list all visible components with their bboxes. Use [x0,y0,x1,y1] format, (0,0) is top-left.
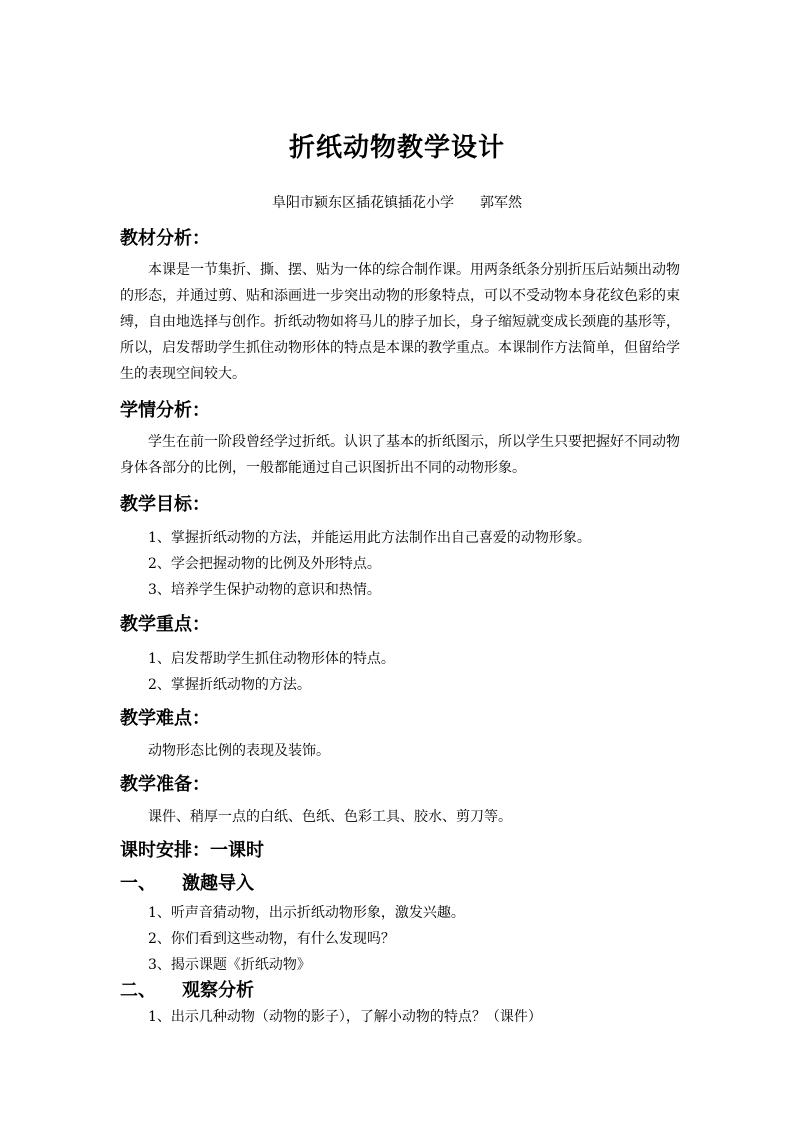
page-title: 折纸动物教学设计 [288,133,505,163]
preparation-text: 课件、稍厚一点的白纸、色纸、色彩工具、胶水、剪刀等。 [148,809,512,825]
author-line [0,192,794,212]
list-item: 1、出示几种动物（动物的影子），了解小动物的特点？（课件） [148,1009,542,1025]
schedule-heading: 课时安排：一课时 [120,840,264,861]
list-item: 2、你们看到这些动物，有什么发现吗？ [148,931,395,947]
students-paragraph [120,429,680,481]
section-2-title: 观察分析 [182,980,254,1001]
difficulty-text: 动物形态比例的表现及装饰。 [148,743,330,759]
materials-heading: 教材分析： [120,228,210,249]
list-item: 3、揭示课题《折纸动物》 [148,957,311,973]
section-1-heading [120,869,254,895]
section-2-heading [120,976,254,1002]
preparation-heading: 教学准备： [120,774,210,795]
list-item: 1、掌握折纸动物的方法，并能运用此方法制作出自己喜爱的动物形象。 [148,530,591,546]
list-item: 1、启发帮助学生抓住动物形体的特点。 [148,651,395,667]
difficulty-heading: 教学难点： [120,708,210,729]
list-item: 2、学会把握动物的比例及外形特点。 [148,556,381,572]
section-1-title: 激趣导入 [182,873,254,894]
list-item: 2、掌握折纸动物的方法。 [148,677,311,693]
author-name: 郭军然 [480,195,522,211]
students-text: 学生在前一阶段曾经学过折纸。认识了基本的折纸图示，所以学生只要把握好不同动物身体各部分的比例，一般都能通过自己识图折出不同的动物形象。 [120,434,680,476]
key-points-heading: 教学重点： [120,614,210,635]
list-item: 3、培养学生保护动物的意识和热情。 [148,582,381,598]
materials-paragraph [120,257,680,387]
materials-text: 本课是一节集折、撕、摆、贴为一体的综合制作课。用两条纸条分别折压后站频出动物的形态，并通过剪、贴和添画进一步突出动物的形象特点，可以不受动物本身花纹色彩的束缚，自由地选择与创作。折纸动物如将马儿的脖子加长，身子缩短就变成长颈鹿的基形等，所以，启发帮助学生抓住动物形体的特点是本课的教学重点。本课制作方法简单，但留给学生的表现空间较大。 [120,262,680,382]
section-1-number: 一、 [120,873,156,894]
goals-heading: 教学目标： [120,494,210,515]
list-item: 1、听声音猜动物，出示折纸动物形象，激发兴趣。 [148,905,465,921]
students-heading: 学情分析： [120,400,210,421]
author-school: 阜阳市颍东区插花镇插花小学 [272,195,454,211]
section-2-number: 二、 [120,980,156,1001]
